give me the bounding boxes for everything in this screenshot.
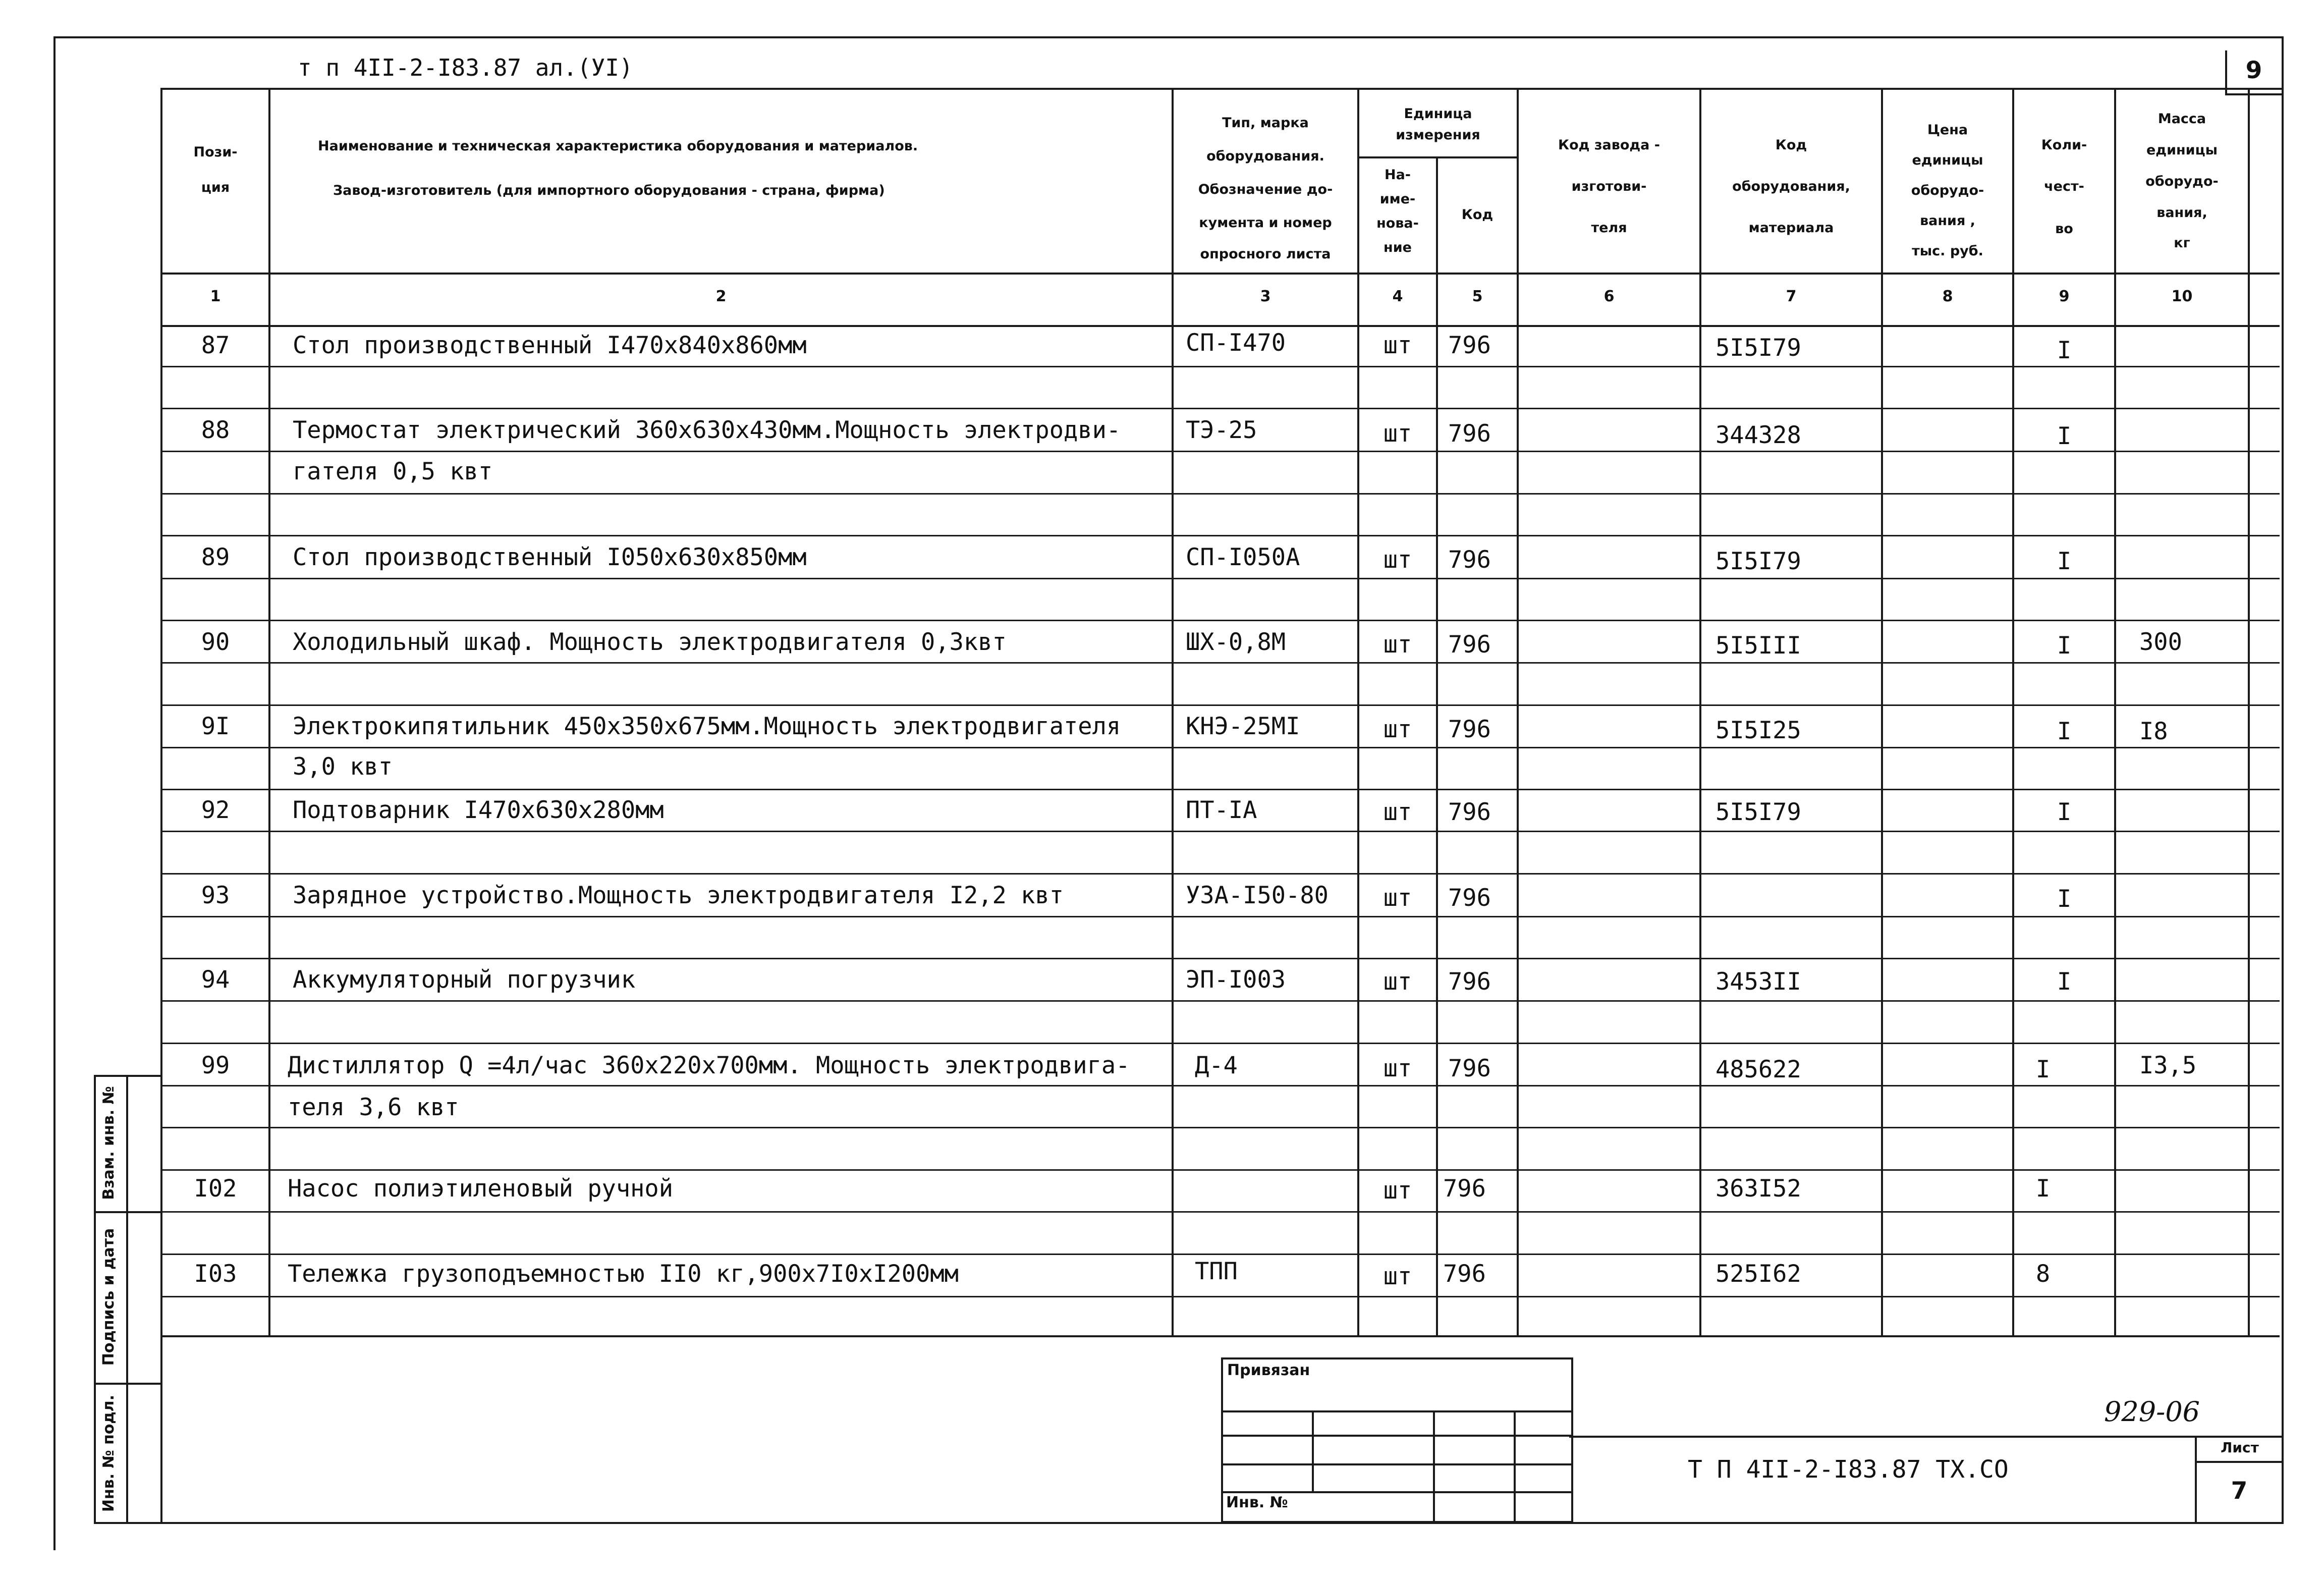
- header-bottom-line: [160, 273, 2280, 275]
- col-line-10: [2248, 88, 2250, 1336]
- col-line-1: [268, 88, 270, 1336]
- top-document-label: т п 4II-2-I83.87 ал.(УI): [298, 54, 633, 81]
- side-label-inv-orig: Инв. № подл.: [100, 1394, 118, 1512]
- side-label-vzam: Взам. инв. №: [100, 1086, 118, 1200]
- sheet-number: 7: [2231, 1477, 2248, 1505]
- header-unit-code: Код: [1461, 207, 1493, 223]
- side-strip-left: [94, 1075, 96, 1522]
- table-bottom-line: [160, 1335, 2280, 1337]
- table-top-line: [160, 88, 2282, 90]
- column-number-line: [160, 325, 2280, 327]
- col-line-8: [2012, 88, 2014, 1336]
- title-block-divider: [1569, 1436, 2284, 1438]
- frame-right: [2282, 36, 2284, 1523]
- side-label-sign: Подпись и дата: [100, 1228, 118, 1366]
- sheet-box-divider: [2195, 1461, 2284, 1463]
- handwritten-number: 929-06: [2104, 1396, 2200, 1428]
- col-line-5: [1517, 88, 1519, 1336]
- col-line-7: [1881, 88, 1883, 1336]
- side-strip-mid: [126, 1075, 128, 1522]
- frame-top: [53, 36, 2284, 38]
- bound-label: Привязан: [1227, 1362, 1310, 1379]
- sheet-corner-number: 9: [2245, 57, 2262, 84]
- inv-label: Инв. №: [1226, 1494, 1288, 1511]
- col-line-2: [1172, 88, 1174, 1336]
- document-code: Т П 4II-2-I83.87 ТХ.СО: [1688, 1455, 2009, 1484]
- col-line-3: [1357, 88, 1359, 1336]
- sheet-label: Лист: [2221, 1439, 2259, 1456]
- col-line-9: [2114, 88, 2116, 1336]
- col-line-6: [1699, 88, 1701, 1336]
- col-line-4: [1436, 156, 1438, 1336]
- frame-left-outer: [53, 36, 56, 1550]
